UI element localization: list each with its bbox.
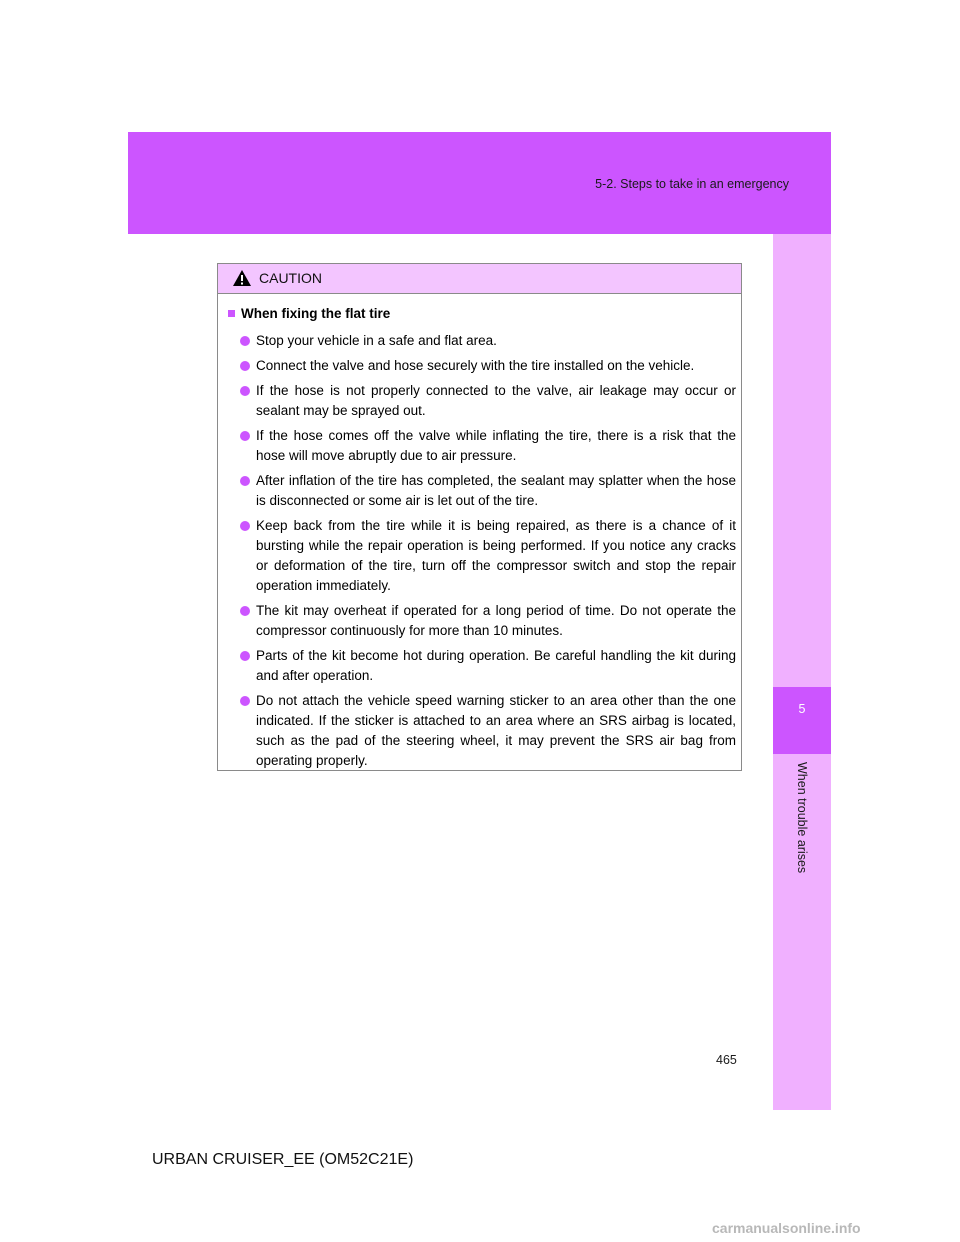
caution-heading (226, 306, 736, 321)
caution-box (217, 263, 742, 771)
caution-bullet: Connect the valve and hose securely with the tire installed on the vehicle. (240, 356, 736, 376)
chapter-number: 5 (798, 702, 806, 716)
caution-bullet-list (226, 331, 736, 771)
square-bullet-icon (228, 310, 235, 317)
section-title: 5-2. Steps to take in an emergency (595, 177, 789, 191)
caution-bullet: Stop your vehicle in a safe and flat area. (240, 331, 736, 351)
caution-body (218, 294, 741, 771)
chapter-title-container (773, 754, 831, 994)
caution-heading-text: When fixing the flat tire (241, 306, 391, 321)
footer-model-code: URBAN CRUISER_EE (OM52C21E) (152, 1151, 414, 1168)
caution-bullet: If the hose comes off the valve while inflating the tire, there is a risk that the hose will move abruptly due to air pressure. (240, 426, 736, 466)
caution-bullet: The kit may overheat if operated for a long period of time. Do not operate the compressor continuously for more than 10 minutes. (240, 601, 736, 641)
caution-title: CAUTION (259, 270, 322, 286)
page-number: 465 (716, 1053, 737, 1067)
chapter-number-box (773, 687, 831, 754)
caution-bullet: After inflation of the tire has completed, the sealant may splatter when the hose is disconnected or some air is let out of the tire. (240, 471, 736, 511)
header-band (128, 132, 831, 234)
chapter-title: When trouble arises (795, 762, 809, 874)
caution-bullet: Keep back from the tire while it is being repaired, as there is a chance of it bursting while the repair operation is being performed. If you notice any cracks or deformation of the tire, turn off the compressor switch and stop the repair operation immediately. (240, 516, 736, 596)
caution-header (218, 264, 741, 294)
watermark[interactable]: carmanualsonline.info (712, 1220, 861, 1236)
caution-bullet: Do not attach the vehicle speed warning sticker to an area other than the one indicated. If the sticker is attached to an area where an SRS airbag is located, such as the pad of the steering wheel, it may prevent the SRS air bag from operating properly. (240, 691, 736, 771)
caution-bullet: If the hose is not properly connected to the valve, air leakage may occur or sealant may be sprayed out. (240, 381, 736, 421)
warning-triangle-icon (232, 269, 252, 287)
caution-bullet: Parts of the kit become hot during operation. Be careful handling the kit during and after operation. (240, 646, 736, 686)
